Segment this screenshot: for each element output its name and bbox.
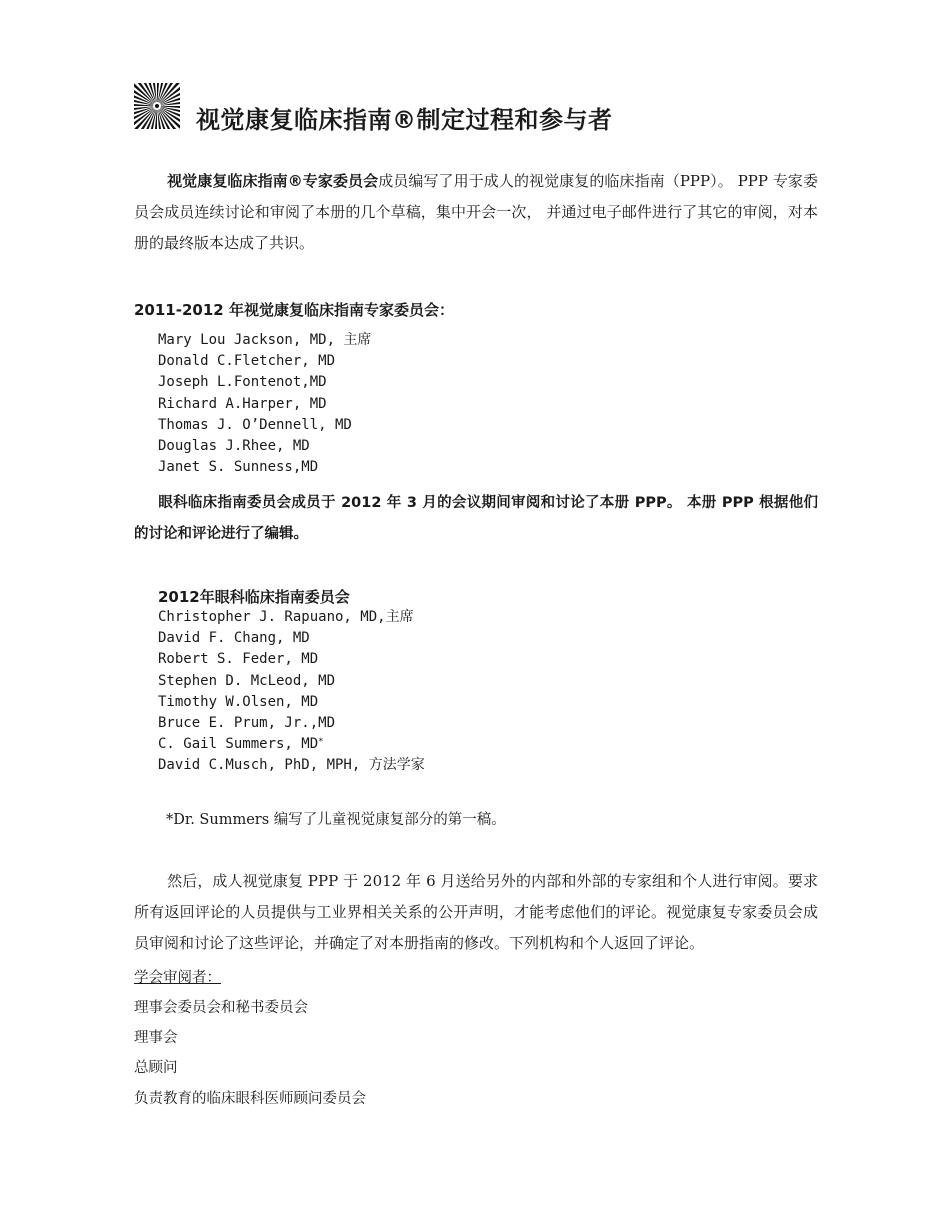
ppp-committee-member: Christopher J. Rapuano, MD,主席	[158, 609, 414, 625]
starburst-logo-icon	[134, 83, 180, 129]
ppp-committee-member-name: C. Gail Summers, MD	[158, 736, 319, 753]
footnote-marker: *	[318, 737, 324, 748]
ppp-committee-member: David C.Musch, PhD, MPH, 方法学家	[158, 757, 425, 774]
review-paragraph	[134, 488, 818, 550]
intro-text: 成员编写了用于成人的视觉康复的临床指南（PPP）。 PPP 专家委员会成员连续讨论和审阅了本册的几个草稿，集中开会一次， 并通过电子邮件进行了其它的审阅，对本册的最终版本达成了共识。	[134, 172, 818, 252]
ppp-committee-member: Bruce E. Prum, Jr.,MD	[158, 715, 336, 732]
committee-member-list	[158, 330, 371, 478]
ppp-committee-member: Stephen D. McLeod, MD	[158, 672, 336, 689]
ppp-committee-member	[158, 734, 425, 755]
reviewers-heading: 学会审阅者：	[134, 970, 221, 986]
closing-text: 然后，成人视觉康复 PPP 于 2012 年 6 月送给另外的内部和外部的专家组和个人进行审阅。要求所有返回评论的人员提供与工业界相关关系的公开声明，才能考虑他们的评论。视觉康复专家委员会成员审阅和讨论了这些评论，并确定了对本册指南的修改。下列机构和个人返回了评论。	[134, 872, 818, 952]
footnote: *Dr. Summers 编写了儿童视觉康复部分的第一稿。	[166, 812, 506, 828]
page-title: 视觉康复临床指南®制定过程和参与者	[196, 106, 613, 134]
ppp-committee-member-list	[158, 607, 425, 777]
committee-member: Joseph L.Fontenot,MD	[158, 374, 327, 391]
ppp-committee-heading: 2012年眼科临床指南委员会	[158, 588, 350, 606]
ppp-committee-member: David F. Chang, MD	[158, 630, 310, 647]
ppp-committee-member: Timothy W.Olsen, MD	[158, 693, 319, 710]
reviewer-item: 负责教育的临床眼科医师顾问委员会	[134, 1091, 366, 1107]
reviewer-item: 理事会委员会和秘书委员会	[134, 1000, 308, 1016]
closing-paragraph	[134, 866, 818, 959]
committee-member: Douglas J.Rhee, MD	[158, 438, 310, 455]
review-text: 眼科临床指南委员会成员于 2012 年 3 月的会议期间审阅和讨论了本册 PPP。 本册 PPP 根据他们的讨论和评论进行了编辑。	[134, 495, 818, 542]
committee-member: Mary Lou Jackson, MD, 主席	[158, 332, 372, 348]
intro-paragraph	[134, 166, 818, 259]
committee-member: Richard A.Harper, MD	[158, 395, 327, 412]
ppp-committee-member: Robert S. Feder, MD	[158, 651, 319, 668]
reviewer-item: 理事会	[134, 1030, 178, 1046]
committee-member: Thomas J. O’Dennell, MD	[158, 416, 352, 433]
committee-member: Janet S. Sunness,MD	[158, 459, 319, 476]
committee-heading: 2011-2012 年视觉康复临床指南专家委员会：	[134, 301, 454, 319]
intro-bold-lead: 视觉康复临床指南®专家委员会	[167, 172, 379, 190]
reviewer-item: 总顾问	[134, 1060, 178, 1076]
committee-member: Donald C.Fletcher, MD	[158, 353, 336, 370]
